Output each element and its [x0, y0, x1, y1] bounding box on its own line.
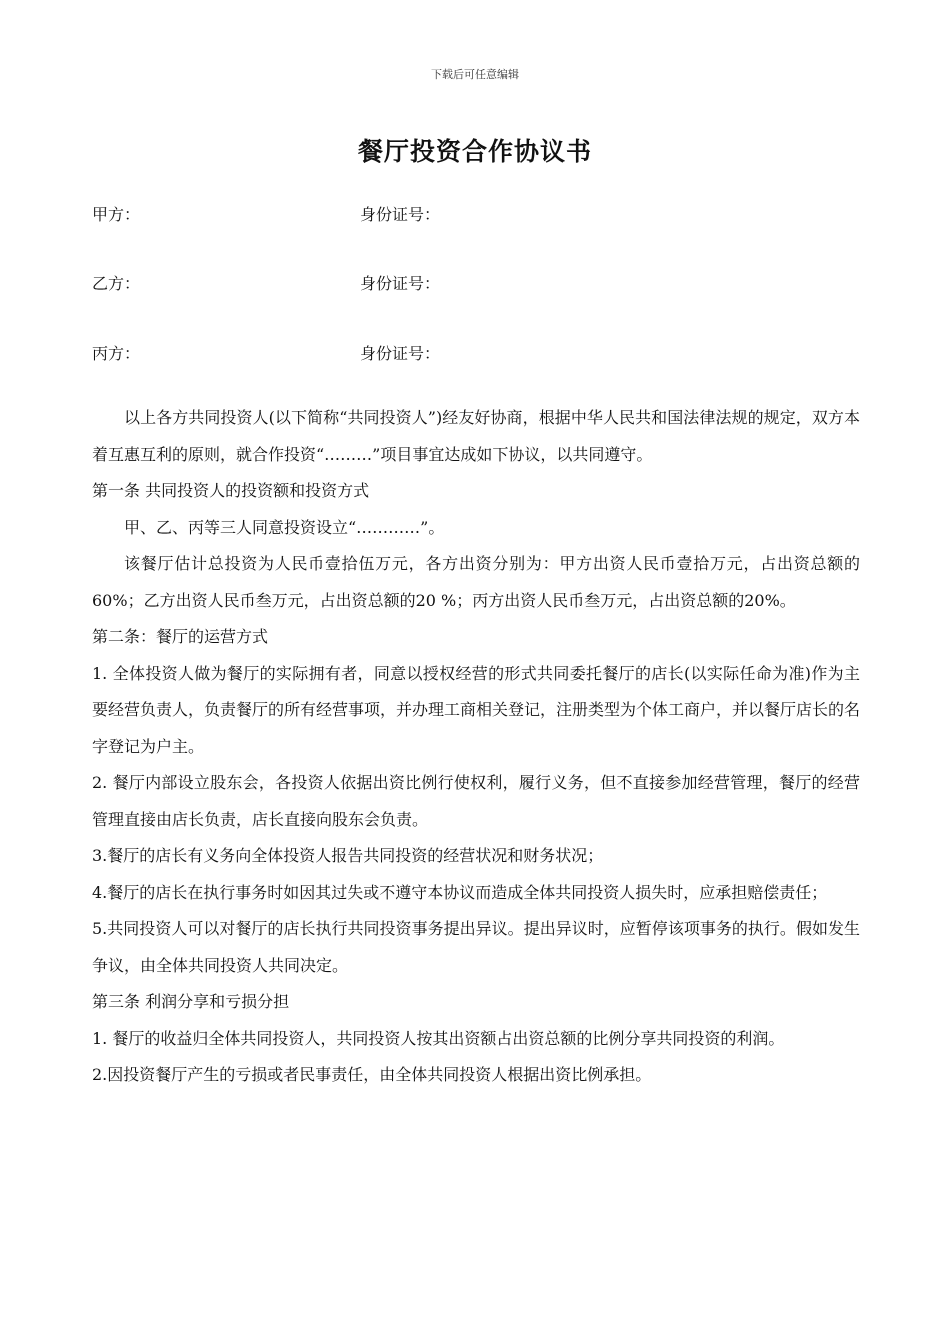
intro-paragraph: 以上各方共同投资人(以下简称“共同投资人”)经友好协商，根据中华人民共和国法律法规的规定，双方本着互惠互利的原则，就合作投资“………”项目事宜达成如下协议，以共同遵守。	[92, 408, 860, 464]
article-2-item-3: 3.餐厅的店长有义务向全体投资人报告共同投资的经营状况和财务状况；	[92, 846, 604, 865]
article-2-heading: 第二条：餐厅的运营方式	[92, 627, 269, 646]
article-2-item-2: 2. 餐厅内部设立股东会，各投资人依据出资比例行使权利，履行义务，但不直接参加经营管理，餐厅的经营管理直接由店长负责，店长直接向股东会负责。	[92, 773, 860, 829]
party-c-row	[92, 341, 440, 364]
article-2-item-1: 1. 全体投资人做为餐厅的实际拥有者，同意以授权经营的形式共同委托餐厅的店长(以实际任命为准)作为主要经营负责人，负责餐厅的所有经营事项，并办理工商相关登记，注册类型为个体工商户，并以餐厅店长的名字登记为户主。	[92, 663, 861, 756]
party-c-label: 丙方：	[92, 344, 141, 363]
article-3-item-1: 1. 餐厅的收益归全体共同投资人，共同投资人按其出资额占出资总额的比例分享共同投资的利润。	[92, 1028, 785, 1048]
party-a-id-label: 身份证号：	[360, 205, 441, 224]
article-1-paragraph-2: 该餐厅估计总投资为人民币壹拾伍万元，各方出资分别为：甲方出资人民币壹拾万元，占出资总额的60%；乙方出资人民币叁万元，占出资总额的20 %；丙方出资人民币叁万元，占出资总额的20%。	[92, 554, 860, 610]
article-3-heading: 第三条 利润分享和亏损分担	[92, 992, 290, 1011]
party-c-id-label: 身份证号：	[360, 344, 441, 363]
article-3-item-2: 2.因投资餐厅产生的亏损或者民事责任，由全体共同投资人根据出资比例承担。	[92, 1065, 652, 1084]
agreement-body	[92, 400, 860, 1094]
document-title: 餐厅投资合作协议书	[357, 137, 592, 166]
party-b-label: 乙方：	[92, 274, 141, 293]
page-header: 下载后可任意编辑	[431, 68, 519, 81]
party-b-row	[92, 271, 440, 294]
article-1-paragraph-1: 甲、乙、丙等三人同意投资设立“…………”。	[124, 517, 445, 537]
party-a-label: 甲方：	[92, 205, 141, 224]
party-a-row	[92, 202, 440, 225]
article-1-heading: 第一条 共同投资人的投资额和投资方式	[92, 481, 370, 500]
article-2-item-5: 5.共同投资人可以对餐厅的店长执行共同投资事务提出异议。提出异议时，应暂停该项事务的执行。假如发生争议，由全体共同投资人共同决定。	[92, 919, 860, 975]
article-2-item-4: 4.餐厅的店长在执行事务时如因其过失或不遵守本协议而造成全体共同投资人损失时，应承担赔偿责任；	[92, 882, 828, 902]
party-b-id-label: 身份证号：	[360, 274, 441, 293]
